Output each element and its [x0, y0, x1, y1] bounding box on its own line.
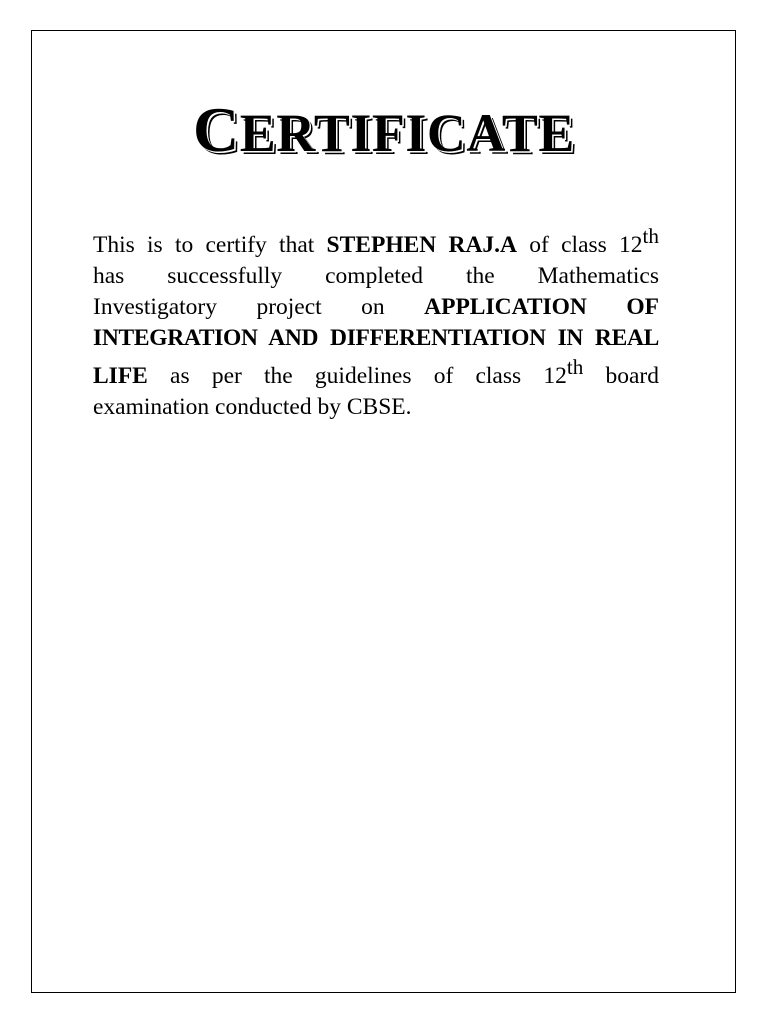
body-text-segment: as per the guidelines of class 12	[147, 363, 567, 389]
ordinal-superscript: th	[642, 224, 659, 248]
body-text-segment: This is to certify that	[93, 232, 327, 258]
page-border	[31, 30, 736, 993]
body-line-3	[93, 292, 659, 323]
body-line-4	[93, 323, 659, 354]
body-line-1	[93, 224, 659, 261]
project-title-part: LIFE	[93, 363, 148, 389]
body-line-2	[93, 261, 659, 292]
body-text-segment: examination conducted by CBSE.	[93, 394, 412, 420]
body-text-segment: board	[583, 363, 659, 389]
student-name: STEPHEN RAJ.A	[326, 232, 518, 258]
project-title-part: INTEGRATION AND DIFFERENTIATION IN REAL	[93, 325, 659, 351]
body-text-segment: has successfully completed the Mathematics	[93, 263, 659, 289]
body-text-segment: Investigatory project on	[93, 294, 425, 320]
body-line-6	[93, 392, 659, 423]
certificate-body	[93, 224, 659, 423]
body-line-5	[93, 355, 659, 392]
ordinal-superscript: th	[566, 355, 584, 379]
project-title-part: APPLICATION OF	[424, 294, 659, 320]
body-text-segment: of class 12	[517, 232, 643, 258]
certificate-title: CERTIFICATE	[193, 94, 575, 165]
